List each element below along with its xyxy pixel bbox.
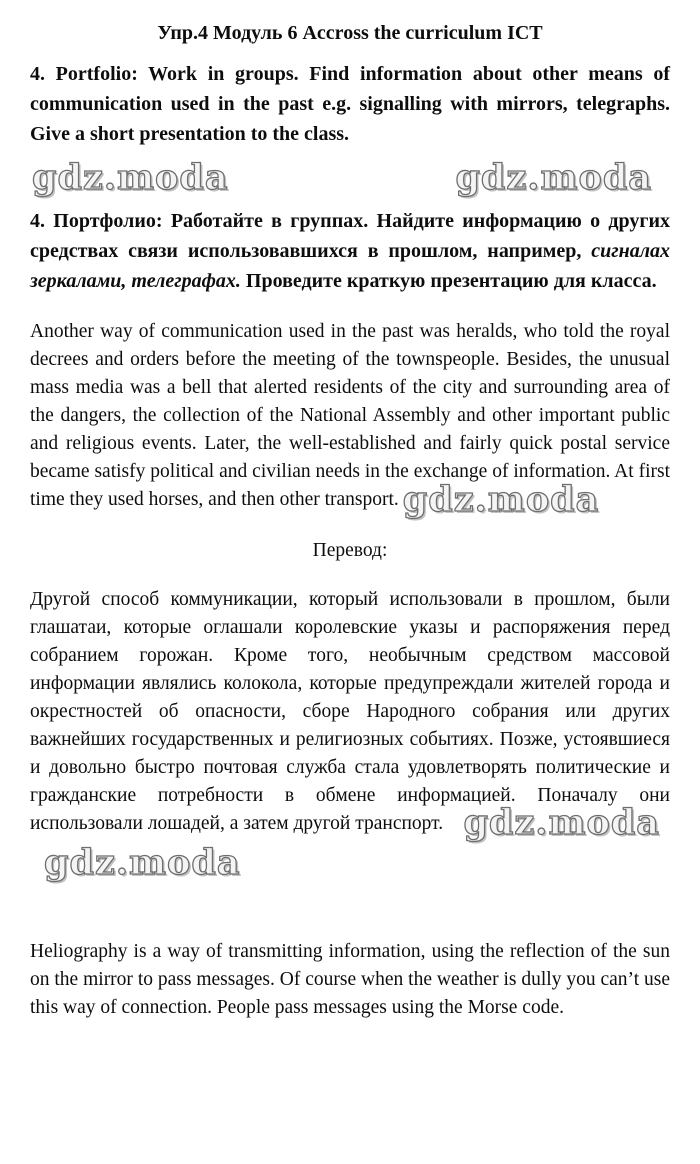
task-russian-italic: сигналах зеркалами, телеграфах.: [30, 240, 670, 292]
watermark-bottom-right: gdz.moda: [463, 802, 660, 843]
answer-russian-paragraph: Другой способ коммуникации, который использовали в прошлом, были глашатаи, которые оглашали королевские указы и распоряжения перед собранием горожан. Кроме того, необычным средством массовой информации являлись колокола, которые предупреждали жителей города и окрестностей об опасности, сборе Народного собрания или других важнейших государственных и религиозных событиях. Позже, устоявшиеся и довольно быстро почтовая служба стала удовлетворять политические и гражданские потребности в обмене информацией. Поначалу они использовали лошадей, а затем другой транспорт.: [30, 589, 670, 834]
page-title: Упр.4 Модуль 6 Accross the curriculum ICT: [157, 22, 543, 44]
task-russian-paragraph: [30, 206, 670, 296]
answer-english-paragraph: Another way of communication used in the past was heralds, who told the royal decrees and orders before the meeting of the townspeople. Besides, the unusual mass media was a bell that alerted residents of the city and surrounding area of the dangers, the collection of the National Assembly and other important public and religious events. Later, the well-established and fairly quick postal service became satisfy political and civilian needs in the exchange of information. At first time they used horses, and then other transport. gdz.moda: [30, 321, 670, 520]
task-russian-part2: Проведите краткую презентацию для класса.: [240, 270, 657, 292]
task-english-paragraph: 4. Portfolio: Work in groups. Find information about other means of communication used in the past e.g. signalling with mirrors, telegraphs. Give a short presentation to the class.: [30, 63, 670, 145]
watermark-bottom-left: gdz.moda: [44, 842, 241, 883]
answer-english-text: Another way of communication used in the past was heralds, who told the royal decrees and orders before the meeting of the townspeople. Besides, the unusual mass media was a bell that alerted residents of the city and surrounding area of the dangers, the collection of the National Assembly and other important public and religious events. Later, the well-established and fairly quick postal service became satisfy political and civilian needs in the exchange of information. At first time they used horses, and then other transport.: [30, 321, 670, 510]
heliography-paragraph: Heliography is a way of transmitting information, using the reflection of the sun on the mirror to pass messages. Of course when the weather is dully you can’t use this way of connection. People pass messages using the Morse code.: [30, 941, 670, 1018]
watermark-row: [30, 157, 670, 198]
task-russian-part1: 4. Портфолио: Работайте в группах. Найдите информацию о других средствах связи использовавшихся в прошлом, например,: [30, 210, 670, 262]
watermark-right: gdz.moda: [455, 157, 652, 198]
watermark-left: gdz.moda: [32, 157, 229, 198]
translation-label: Перевод:: [312, 540, 388, 561]
